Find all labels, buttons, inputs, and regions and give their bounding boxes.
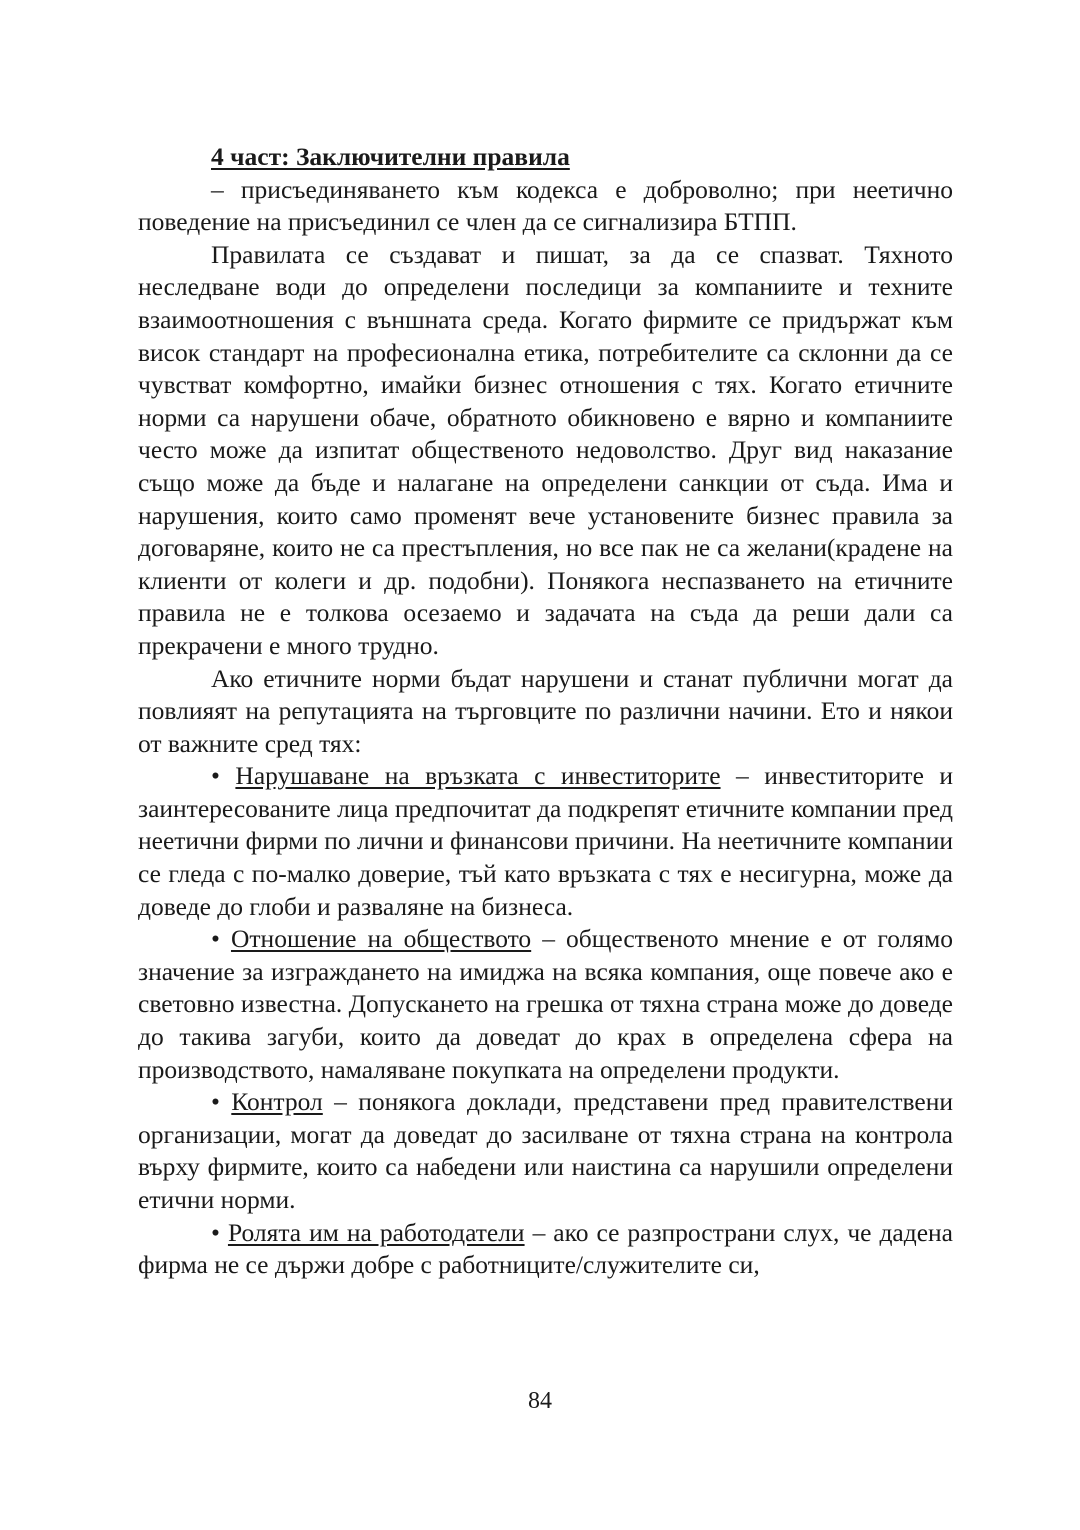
bullet-marker: • xyxy=(211,1087,220,1117)
section-intro: – присъединяването към кодекса е доброволно; при неетично поведение на присъединил се член да се сигнализира БТПП. xyxy=(138,174,953,237)
bullet-item xyxy=(138,1086,953,1216)
bullet-term: Контрол xyxy=(231,1087,323,1117)
bullet-item xyxy=(138,1217,953,1282)
bullet-term: Ролята им на работодатели xyxy=(227,1217,525,1247)
section-heading: 4 част: Заключителни правила xyxy=(211,142,570,171)
bullet-term: Отношение на обществото xyxy=(230,924,532,954)
bullet-marker: • xyxy=(211,924,220,954)
bullet-item xyxy=(138,923,953,1086)
bullet-marker: • xyxy=(211,761,220,791)
bullet-item xyxy=(138,760,953,923)
page-number: 84 xyxy=(528,1388,552,1414)
paragraph: Ако етичните норми бъдат нарушени и станат публични могат да повлияят на репутацията на търговците по различни начини. Ето и някои от важните сред тях: xyxy=(138,663,953,758)
bullet-text: – ако се разпространи слух, че дадена фирма не се държи добре с работниците/служителите си, xyxy=(138,1217,954,1280)
bullet-term: Нарушаване на връзката с инвеститорите xyxy=(235,761,721,791)
bullet-text: – понякога доклади, представени пред правителствени организации, могат да доведат до засилване от тяхна страна на контрола върху фирмите, които са набедени или наистина са нарушили определени етични норми. xyxy=(138,1087,954,1214)
bullet-text: – общественото мнение е от голямо значение за изграждането на имиджа на всяка компания, още повече ако е световно известна. Допускането на грешка от тяхна страна може до доведе до такива загуби, които да доведат до крах в определена сфера на производството, намаляване покупката на определени продукти. xyxy=(138,924,953,1084)
body-text xyxy=(138,141,953,1282)
bullet-marker: • xyxy=(211,1217,220,1247)
bullet-text: – инвеститорите и заинтересованите лица предпочитат да подкрепят етичните компании пред неетични фирми по лични и финансови причини. На неетичните компании се гледа с по-малко доверие, тъй като връзката с тях е несигурна, може да доведе до глоби и разваляне на бизнеса. xyxy=(138,761,954,921)
paragraph: Правилата се създават и пишат, за да се спазват. Тяхното неследване води до определени последици за компаниите и техните взаимоотношения с външната среда. Когато фирмите се придържат към висок стандарт на професионална етика, потребителите са склонни да се чувстват комфортно, имайки бизнес отношения с тях. Когато етичните норми са нарушени обаче, обратното обикновено е вярно и компаниите често може да изпитат общественото недоволство. Друг вид наказание също може да бъде и налагане на определени санкции от съда. Има и нарушения, които само променят вече установените бизнес правила за договаряне, които не са престъпления, но все пак не са желани(крадене на клиенти от колеги и др. подобни). Понякога неспазването на етичните правила не е толкова осезаемо и задачата на съда да реши дали са прекрачени е много трудно. xyxy=(138,239,953,660)
